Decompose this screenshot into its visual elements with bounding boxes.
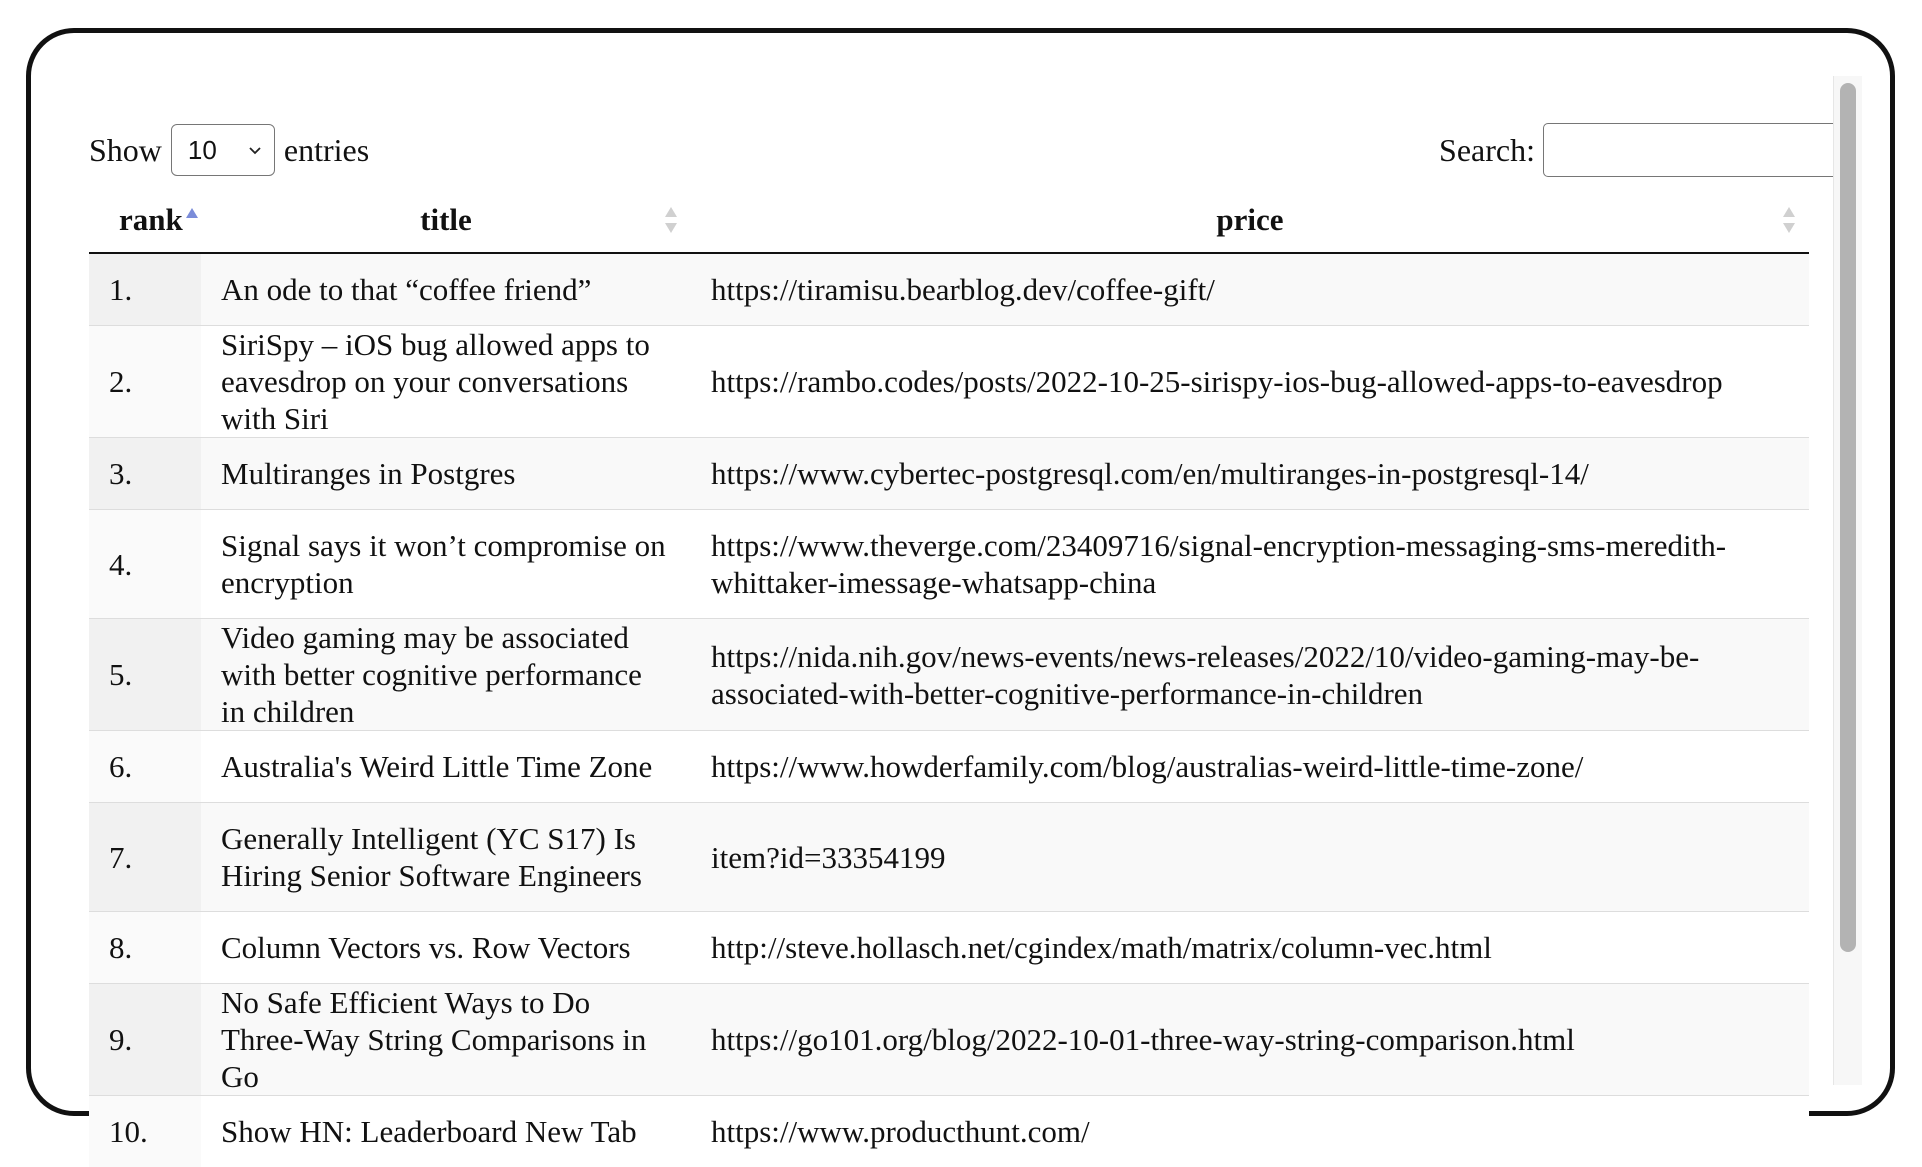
- table-row: [89, 326, 1809, 438]
- entries-label: entries: [284, 132, 369, 169]
- rank-cell: 4.: [89, 510, 201, 619]
- title-cell: An ode to that “coffee friend”: [201, 253, 691, 326]
- column-header-label: rank: [89, 202, 201, 238]
- price-cell: https://go101.org/blog/2022-10-01-three-way-string-comparison.html: [691, 984, 1809, 1096]
- sort-unsorted-icon: [1782, 204, 1796, 236]
- table-row: [89, 619, 1809, 731]
- price-cell: https://www.producthunt.com/: [691, 1096, 1809, 1167]
- rank-cell: 2.: [89, 326, 201, 438]
- rank-cell: 7.: [89, 803, 201, 912]
- title-cell: Signal says it won’t compromise on encryption: [201, 510, 691, 619]
- sort-ascending-icon: [185, 204, 199, 236]
- data-table: [89, 187, 1809, 1167]
- rank-cell: 9.: [89, 984, 201, 1096]
- search-label: Search:: [1439, 132, 1535, 169]
- table-row: [89, 912, 1809, 984]
- title-cell: Video gaming may be associated with better cognitive performance in children: [201, 619, 691, 731]
- table-row: [89, 803, 1809, 912]
- search-control: [1439, 122, 1845, 178]
- title-cell: Show HN: Leaderboard New Tab: [201, 1096, 691, 1167]
- title-cell: SiriSpy – iOS bug allowed apps to eavesdrop on your conversations with Siri: [201, 326, 691, 438]
- chevron-down-icon: [248, 143, 262, 157]
- rank-cell: 5.: [89, 619, 201, 731]
- show-label: Show: [89, 132, 162, 169]
- table-row: [89, 438, 1809, 510]
- table-row: [89, 253, 1809, 326]
- rank-cell: 3.: [89, 438, 201, 510]
- rank-cell: 1.: [89, 253, 201, 326]
- page-viewport: [31, 76, 1861, 1085]
- price-cell: https://nida.nih.gov/news-events/news-releases/2022/10/video-gaming-may-be-associated-with-better-cognitive-performance-in-children: [691, 619, 1809, 731]
- column-header-label: price: [691, 202, 1809, 238]
- title-cell: Column Vectors vs. Row Vectors: [201, 912, 691, 984]
- table-row: [89, 731, 1809, 803]
- rank-cell: 8.: [89, 912, 201, 984]
- rank-cell: 10.: [89, 1096, 201, 1167]
- column-header-rank[interactable]: [89, 187, 201, 253]
- title-cell: Multiranges in Postgres: [201, 438, 691, 510]
- table-row: [89, 1096, 1809, 1167]
- price-cell: http://steve.hollasch.net/cgindex/math/matrix/column-vec.html: [691, 912, 1809, 984]
- table-controls: [89, 122, 1845, 178]
- table-row: [89, 984, 1809, 1096]
- entries-select[interactable]: [171, 124, 275, 176]
- sort-unsorted-icon: [664, 204, 678, 236]
- title-cell: Generally Intelligent (YC S17) Is Hiring Senior Software Engineers: [201, 803, 691, 912]
- window-frame: [26, 28, 1895, 1116]
- search-input[interactable]: [1543, 123, 1845, 177]
- column-header-price[interactable]: [691, 187, 1809, 253]
- price-cell: https://www.theverge.com/23409716/signal-encryption-messaging-sms-meredith-whittaker-imessage-whatsapp-china: [691, 510, 1809, 619]
- price-cell: https://www.cybertec-postgresql.com/en/multiranges-in-postgresql-14/: [691, 438, 1809, 510]
- price-cell: item?id=33354199: [691, 803, 1809, 912]
- table-body: [89, 253, 1809, 1167]
- table-row: [89, 510, 1809, 619]
- table-header: [89, 187, 1809, 253]
- column-header-title[interactable]: [201, 187, 691, 253]
- column-header-label: title: [201, 202, 691, 238]
- entries-length-control: [89, 122, 369, 178]
- title-cell: Australia's Weird Little Time Zone: [201, 731, 691, 803]
- scrollbar-thumb[interactable]: [1840, 83, 1856, 952]
- rank-cell: 6.: [89, 731, 201, 803]
- title-cell: No Safe Efficient Ways to Do Three-Way String Comparisons in Go: [201, 984, 691, 1096]
- price-cell: https://www.howderfamily.com/blog/australias-weird-little-time-zone/: [691, 731, 1809, 803]
- entries-select-value: 10: [188, 135, 217, 166]
- price-cell: https://tiramisu.bearblog.dev/coffee-gift/: [691, 253, 1809, 326]
- header-row: [89, 187, 1809, 253]
- price-cell: https://rambo.codes/posts/2022-10-25-sirispy-ios-bug-allowed-apps-to-eavesdrop: [691, 326, 1809, 438]
